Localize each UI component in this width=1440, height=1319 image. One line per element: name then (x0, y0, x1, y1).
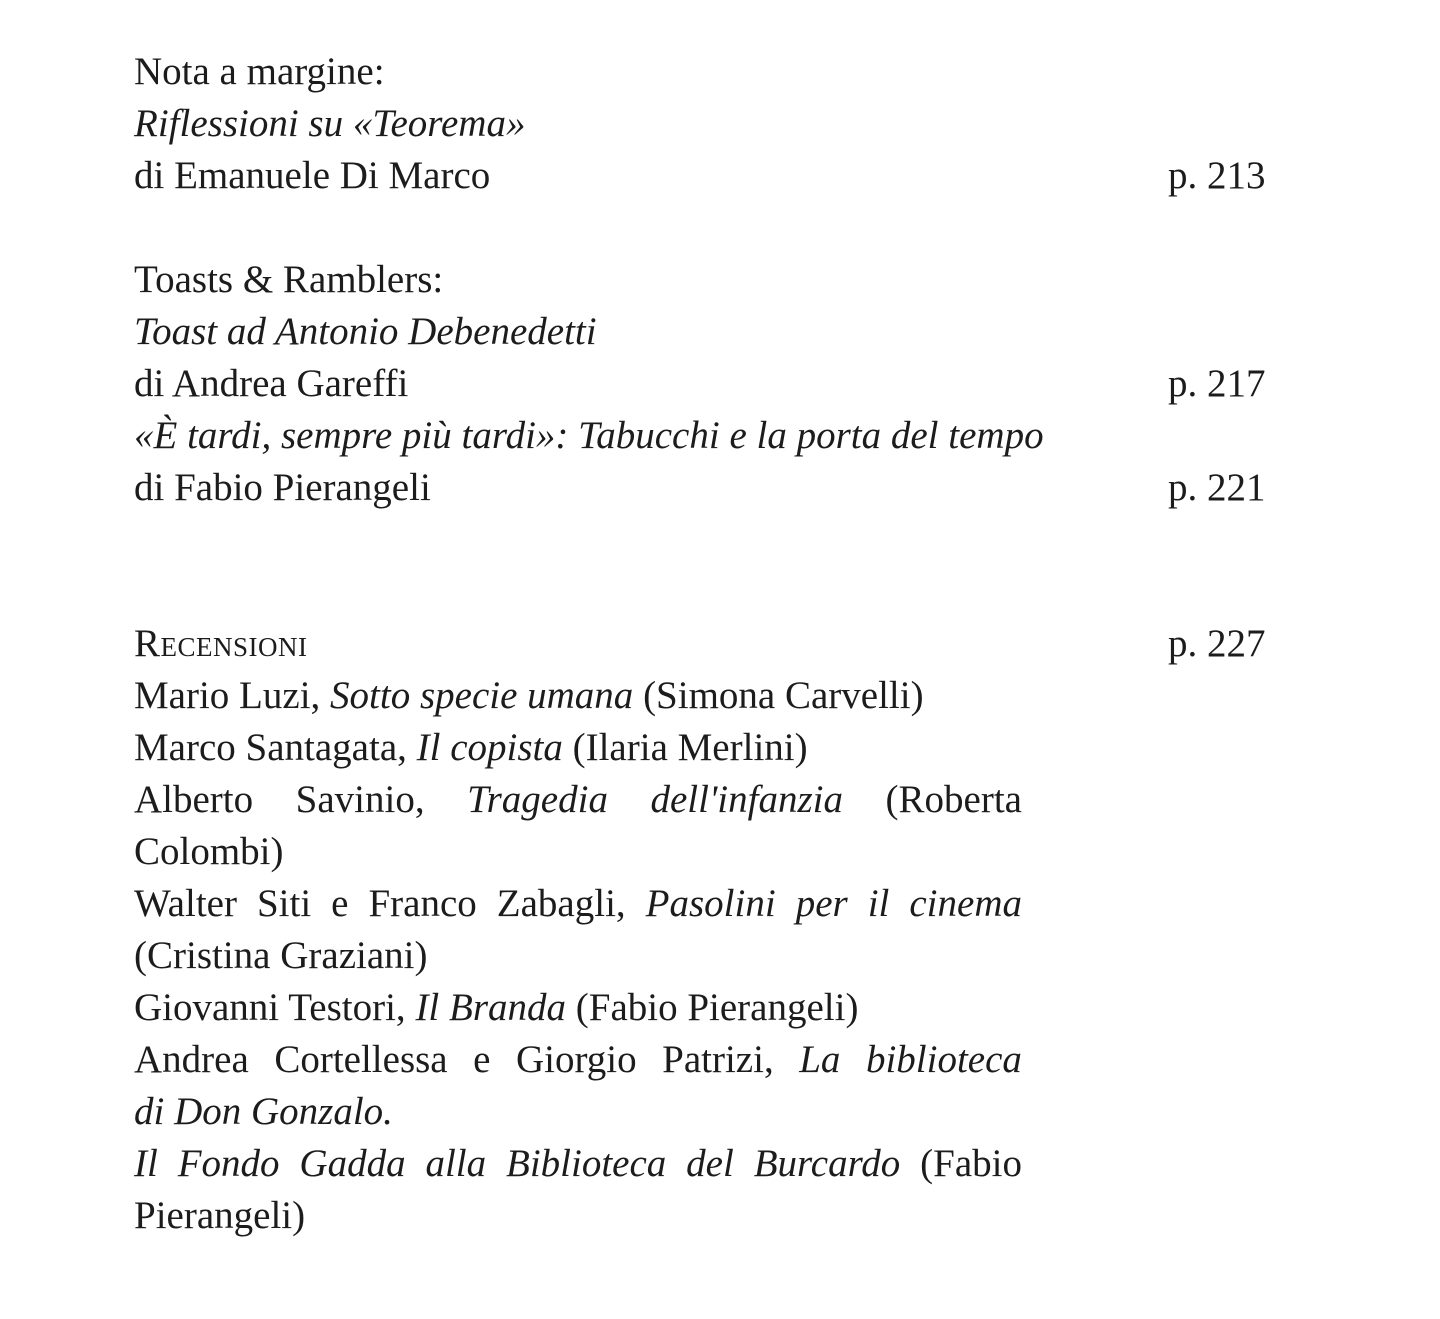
review-title-word: cinema (909, 882, 1022, 925)
review-title-word: Biblioteca (506, 1142, 667, 1185)
review-title-word: il (867, 882, 890, 925)
review-reviewer: (Simona Carvelli) (643, 674, 924, 717)
review-entry (134, 878, 1022, 930)
review-entry (134, 722, 808, 774)
review-author-word: Walter (134, 882, 237, 925)
section-heading: Nota a margine: (134, 50, 385, 93)
review-author-word: Giorgio (515, 1038, 637, 1081)
page-number: p. 227 (1168, 622, 1266, 665)
review-title-word: biblioteca (865, 1038, 1022, 1081)
page-number: p. 217 (1168, 362, 1266, 405)
review-author-word: Siti (256, 882, 312, 925)
review-author: Giovanni Testori, (134, 986, 406, 1029)
review-title: Il copista (416, 726, 563, 769)
review-author: Mario Luzi, (134, 674, 321, 717)
review-reviewer: (Ilaria Merlini) (572, 726, 808, 769)
review-continuation: di Don Gonzalo. (134, 1090, 393, 1133)
review-author-word: Cortellessa (274, 1038, 448, 1081)
review-continuation: Pierangeli) (134, 1194, 306, 1237)
review-title-word: Tragedia (467, 778, 608, 821)
page-number: p. 221 (1168, 466, 1266, 509)
entry-title: Toast ad Antonio Debenedetti (134, 310, 597, 353)
review-title-word: La (799, 1038, 841, 1081)
review-author-word: Zabagli, (496, 882, 626, 925)
entry-author: di Emanuele Di Marco (134, 154, 491, 197)
review-title-word: Pasolini (645, 882, 776, 925)
review-entry (134, 1034, 1022, 1086)
review-title-word: dell'infanzia (650, 778, 843, 821)
review-author-word: Savinio, (295, 778, 425, 821)
review-entry (134, 982, 858, 1034)
review-title-word: alla (425, 1142, 487, 1185)
review-title-word: Burcardo (753, 1142, 901, 1185)
review-title-word: Fondo (177, 1142, 280, 1185)
entry-author: di Andrea Gareffi (134, 362, 409, 405)
review-entry (134, 1138, 1022, 1190)
review-reviewer-word: (Roberta (885, 778, 1022, 821)
review-title-word: del (686, 1142, 734, 1185)
review-author-word: e (331, 882, 349, 925)
review-continuation: Colombi) (134, 830, 284, 873)
review-reviewer: (Fabio Pierangeli) (575, 986, 859, 1029)
review-author: Marco Santagata, (134, 726, 407, 769)
page-number: p. 213 (1168, 154, 1266, 197)
entry-title: «È tardi, sempre più tardi»: Tabucchi e la porta del tempo (134, 414, 1044, 457)
review-continuation: (Cristina Graziani) (134, 934, 428, 977)
review-title: Il Branda (415, 986, 567, 1029)
review-entry (134, 774, 1022, 826)
review-entry (134, 670, 924, 722)
section-heading: Recensioni (134, 622, 308, 665)
review-author-word: e (473, 1038, 491, 1081)
review-author-word: Alberto (134, 778, 254, 821)
review-title: Sotto specie umana (330, 674, 634, 717)
review-author-word: Patrizi, (662, 1038, 774, 1081)
entry-author: di Fabio Pierangeli (134, 466, 431, 509)
review-title-word: per (795, 882, 848, 925)
section-heading: Toasts & Ramblers: (134, 258, 444, 301)
review-author-word: Franco (368, 882, 477, 925)
entry-title: Riflessioni su «Teorema» (134, 102, 526, 145)
review-title-word: Il (134, 1142, 158, 1185)
review-author-word: Andrea (134, 1038, 249, 1081)
review-title-word: Gadda (299, 1142, 406, 1185)
review-reviewer-word: (Fabio (920, 1142, 1022, 1185)
